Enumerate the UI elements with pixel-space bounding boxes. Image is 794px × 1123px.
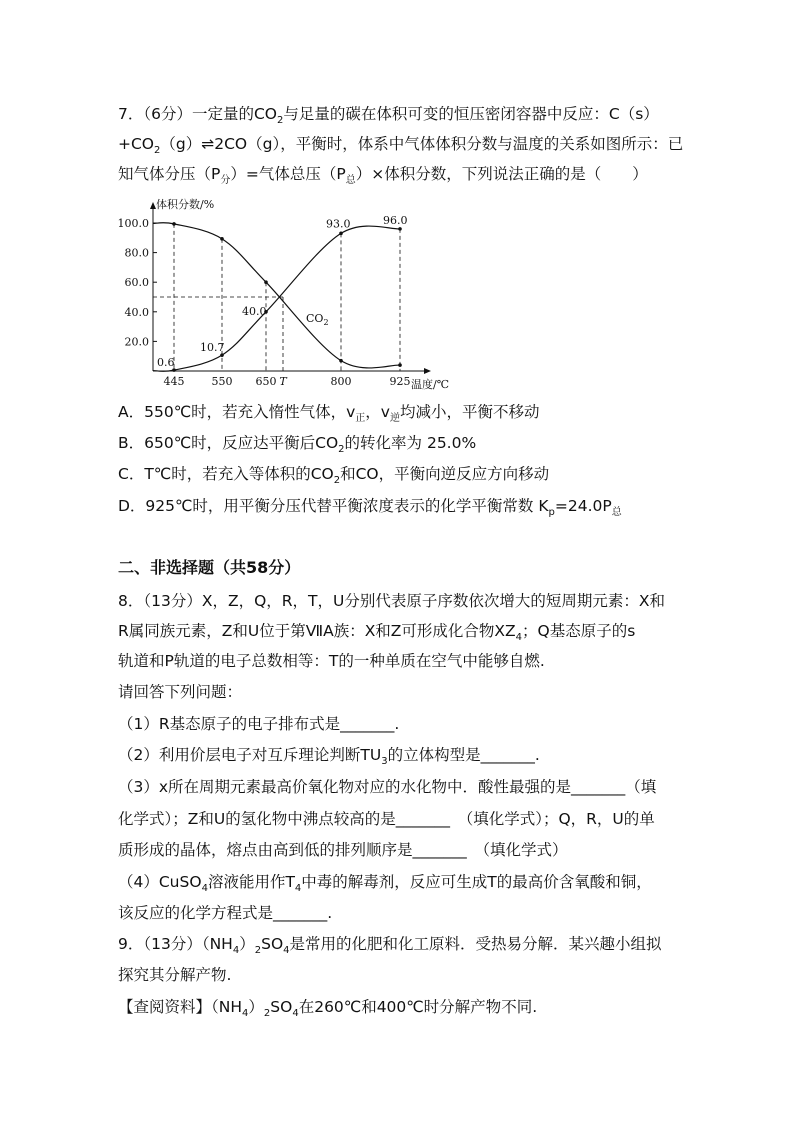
y-axis-label: 体积分数/% xyxy=(156,198,215,211)
q7-option-d: D．925℃时，用平衡分压代替平衡浓度表示的化学平衡常数 $K_p=24.0P_总$ xyxy=(118,497,622,518)
y-tick-label: 80.0 xyxy=(124,246,149,260)
q8-part1: （1）R基态原子的电子排布式是_______. xyxy=(118,715,400,733)
q7-option-a: A．550℃时，若充入惰性气体，$v_正$，$v_逆$均减小，平衡不移动 xyxy=(118,403,540,424)
q9-line2: 探究其分解产物. xyxy=(118,966,232,984)
co2-curve-label: $CO_2$ xyxy=(306,312,329,327)
x-tick-label: T xyxy=(279,375,287,388)
q8-part3b: 化学式）；Z和U的氢化物中沸点较高的是_______ （填化学式）；Q，R，U的单 xyxy=(118,810,655,828)
y-tick-label: 40.0 xyxy=(124,305,149,319)
x-tick-label: 800 xyxy=(330,375,352,388)
data-label: 96.0 xyxy=(383,213,408,227)
q8-part2: （2）利用价层电子对互斥理论判断$TU_3$的立体构型是_______. xyxy=(118,746,540,767)
data-label: 0.6 xyxy=(157,356,175,369)
q7-option-b: B．650℃时，反应达平衡后$CO_2$的转化率为 25.0% xyxy=(118,434,477,455)
q8-part4a: （4）CuSO$_4$溶液能用作$T_4$中毒的解毒剂，反应可生成T的最高价含氧酸和铜， xyxy=(118,873,652,894)
x-tick-label: 550 xyxy=(211,375,233,388)
y-tick-label: 20.0 xyxy=(124,335,149,349)
co-point xyxy=(398,227,402,231)
y-tick-label: 100.0 xyxy=(118,217,149,230)
co2-point xyxy=(264,280,268,284)
q7-option-c: C．T℃时，若充入等体积的$CO_2$和CO，平衡向逆反应方向移动 xyxy=(118,465,550,486)
q9-line3: 【查阅资料】$(NH_4)_2SO_4$在260℃和400℃时分解产物不同. xyxy=(118,998,538,1019)
q8-line1: 8．（13分）X，Z，Q，R，T，U分别代表原子序数依次增大的短周期元素：X和 xyxy=(118,592,665,610)
data-label: 93.0 xyxy=(326,217,351,231)
q8-line3: 轨道和P轨道的电子总数相等：T的一种单质在空气中能够自燃. xyxy=(118,652,545,670)
q8-part3c: 质形成的晶体，熔点由高到低的排列顺序是_______ （填化学式） xyxy=(118,841,568,859)
y-tick-label: 60.0 xyxy=(124,276,149,290)
q7-line2: $+CO_2(g)\rightleftharpoons 2CO(g)$，平衡时，体系中气体体积分数与温度的关系如图所示：已 xyxy=(118,135,684,156)
q7-line1: 7．（6分）一定量的$CO_2$与足量的碳在体积可变的恒压密闭容器中反应：C（s） xyxy=(118,105,659,126)
q7-line3: 知气体分压$(P_分)=$气体总压$(P_总)\times$体积分数，下列说法正确的是（ ） xyxy=(118,165,648,186)
co-curve xyxy=(153,226,400,371)
x-tick-label: 445 xyxy=(163,375,185,388)
q8-line2: R属同族元素，Z和U位于第ⅦA族：X和Z可形成化合物$XZ_4$；Q基态原子的s xyxy=(118,622,636,643)
volume-fraction-chart xyxy=(118,195,458,395)
co2-point xyxy=(339,359,343,363)
data-label: 10.7 xyxy=(200,341,225,355)
q8-line4: 请回答下列问题： xyxy=(118,683,243,701)
co2-point xyxy=(398,363,402,367)
q8-part3a: （3）x所在周期元素最高价氧化物对应的水化物中．酸性最强的是_______（填 xyxy=(118,778,657,796)
co2-point xyxy=(220,237,224,241)
co2-curve xyxy=(153,223,400,368)
x-tick-label: 925 xyxy=(389,375,411,388)
x-axis-label: 温度/℃ xyxy=(411,378,450,391)
q8-part4b: 该反应的化学方程式是_______. xyxy=(118,904,333,922)
x-tick-label: 650 xyxy=(255,375,277,388)
co-point xyxy=(339,232,343,236)
data-label: 40.0 xyxy=(242,304,267,318)
x-axis-arrow xyxy=(424,368,431,374)
q9-line1: 9．（13分）$(NH_4)_2SO_4$是常用的化肥和化工原料．受热易分解．某兴趣小组拟 xyxy=(118,935,662,956)
co2-point xyxy=(172,222,176,226)
section-heading: 二、非选择题（共58分） xyxy=(118,558,301,577)
